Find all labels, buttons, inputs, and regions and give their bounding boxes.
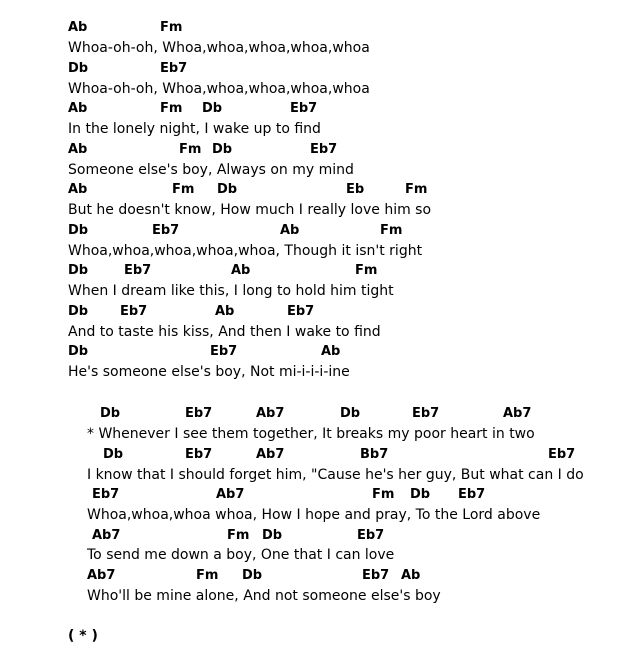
- chord: Db: [212, 142, 233, 157]
- chord: Ab7: [256, 406, 285, 421]
- lyric-line: I know that I should forget him, "Cause he's her guy, But what can I do: [87, 467, 584, 483]
- chord: Fm: [196, 568, 219, 583]
- chord: Ab7: [87, 568, 116, 583]
- lyric-line: Whoa,whoa,whoa,whoa,whoa, Though it isn't right: [68, 243, 423, 259]
- chord: Db: [202, 101, 223, 116]
- lyric-line: Whoa-oh-oh, Whoa,whoa,whoa,whoa,whoa: [68, 81, 370, 97]
- chord: Eb7: [210, 344, 238, 359]
- chord: Ab: [280, 223, 300, 238]
- chord: Eb7: [548, 447, 576, 462]
- chord: Fm: [160, 101, 183, 116]
- chord: Db: [410, 487, 431, 502]
- chord: Ab: [321, 344, 341, 359]
- lyric-line: But he doesn't know, How much I really love him so: [68, 202, 432, 218]
- lyric-line: Whoa-oh-oh, Whoa,whoa,whoa,whoa,whoa: [68, 40, 370, 56]
- chord: Eb7: [362, 568, 390, 583]
- chord: Eb7: [412, 406, 440, 421]
- chord: Eb7: [120, 304, 148, 319]
- chord: Eb: [346, 182, 365, 197]
- chord: Ab7: [503, 406, 532, 421]
- chord: Db: [262, 528, 283, 543]
- chord: Ab: [68, 142, 88, 157]
- chord: Eb7: [152, 223, 180, 238]
- chord: Ab7: [256, 447, 285, 462]
- chord: Eb7: [124, 263, 152, 278]
- chord: Eb7: [92, 487, 120, 502]
- chord: Db: [100, 406, 121, 421]
- chord: Eb7: [185, 406, 213, 421]
- repeat-marker: ( * ): [68, 628, 98, 644]
- chord: Eb7: [310, 142, 338, 157]
- chord: Ab: [215, 304, 235, 319]
- chord: Eb7: [290, 101, 318, 116]
- lyric-line: Who'll be mine alone, And not someone else's boy: [87, 588, 441, 604]
- chord: Fm: [355, 263, 378, 278]
- chord: Eb7: [160, 61, 188, 76]
- chord: Ab: [68, 20, 88, 35]
- chord: Db: [242, 568, 263, 583]
- lyric-line: Whoa,whoa,whoa whoa, How I hope and pray, To the Lord above: [87, 507, 541, 523]
- chord: Db: [103, 447, 124, 462]
- chord: Fm: [227, 528, 250, 543]
- chord: Fm: [179, 142, 202, 157]
- chord: Fm: [380, 223, 403, 238]
- chord: Db: [68, 304, 89, 319]
- lyric-line: And to taste his kiss, And then I wake to find: [68, 324, 381, 340]
- chord: Ab: [68, 101, 88, 116]
- lyric-line: To send me down a boy, One that I can love: [87, 547, 395, 563]
- chord: Db: [68, 61, 89, 76]
- lyric-line: When I dream like this, I long to hold him tight: [68, 283, 394, 299]
- chord: Db: [68, 263, 89, 278]
- chord: Fm: [172, 182, 195, 197]
- chord: Db: [340, 406, 361, 421]
- lyric-line: He's someone else's boy, Not mi-i-i-i-ine: [68, 364, 350, 380]
- chord: Ab7: [92, 528, 121, 543]
- chord: Eb7: [458, 487, 486, 502]
- chord: Db: [217, 182, 238, 197]
- chord: Eb7: [357, 528, 385, 543]
- chord: Fm: [372, 487, 395, 502]
- chord: Fm: [160, 20, 183, 35]
- chord: Ab: [231, 263, 251, 278]
- chord: Eb7: [287, 304, 315, 319]
- chord: Bb7: [360, 447, 389, 462]
- chord: Fm: [405, 182, 428, 197]
- chord: Db: [68, 223, 89, 238]
- lyric-line: Someone else's boy, Always on my mind: [68, 162, 354, 178]
- lyric-line: In the lonely night, I wake up to find: [68, 121, 321, 137]
- chord: Ab: [401, 568, 421, 583]
- chord: Db: [68, 344, 89, 359]
- lyric-line: * Whenever I see them together, It breaks my poor heart in two: [87, 426, 535, 442]
- chord: Ab: [68, 182, 88, 197]
- chord: Ab7: [216, 487, 245, 502]
- chord: Eb7: [185, 447, 213, 462]
